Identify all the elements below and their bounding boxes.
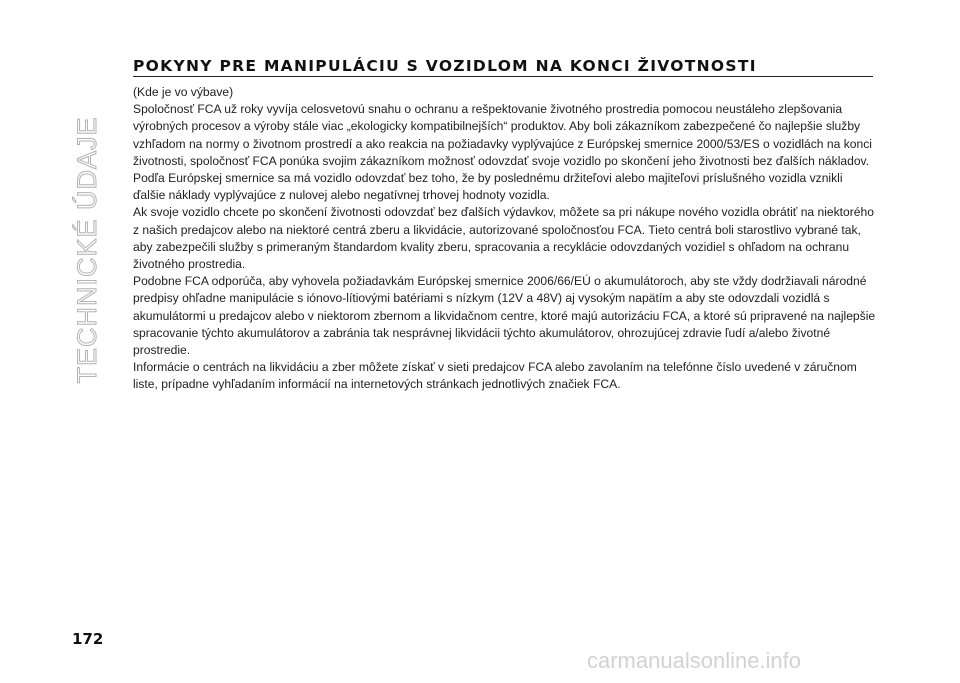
- paragraph-vehicle-return: Ak svoje vozidlo chcete po skončení životnosti odovzdať bez ďalších výdavkov, môžete sa pri nákupe nového vozidla obrátiť na niektorého z našich predajcov alebo na niektoré centrá zberu a likvidácie, autorizované spoločnosťou FCA. Tieto centrá boli starostlivo vybrané tak, aby zabezpečili služby s primeraným štandardom kvality zberu, spracovania a recyklácie odovzdaných vozidiel s ohľadom na ochranu životného prostredia.: [133, 205, 874, 272]
- section-side-tab: [72, 116, 112, 384]
- watermark: carmanualsonline.info: [587, 648, 802, 673]
- page-number: 172: [72, 630, 104, 648]
- title-divider: [133, 76, 873, 77]
- paragraph-battery-disposal: Podobne FCA odporúča, aby vyhovela požiadavkám Európskej smernice 2006/66/EÚ o akumulátoroch, aby ste vždy dodržiavali národné predpisy ohľadne manipulácie s iónovo-lítiovými batériami s nízkym (12V a 48V) aj vysokým napätím a aby ste odovzdali vozidlá s akumulátormi u predajcov alebo v niektorom zbernom a likvidačnom centre, ktoré majú autorizáciu FCA, a ktoré sú pripravené na najlepšie spracovanie týchto akumulátorov a zabránia tak nesprávnej likvidácii týchto akumulátorov, ohrozujúcej zdravie ľudí a/alebo životné prostredie.: [133, 274, 876, 358]
- paragraph-availability-note: (Kde je vo výbave): [133, 85, 234, 99]
- body-text: [133, 84, 878, 394]
- section-side-tab-label: TECHNICKÉ ÚDAJE: [72, 116, 102, 384]
- paragraph-information-contact: Informácie o centrách na likvidáciu a zber môžete získať v sieti predajcov FCA alebo zavolaním na telefónne číslo uvedené v záručnom liste, prípadne vyhľadaním informácií na internetových stránkach jednotlivých značiek FCA.: [133, 360, 857, 392]
- page-title: POKYNY PRE MANIPULÁCIU S VOZIDLOM NA KONCI ŽIVOTNOSTI: [133, 57, 757, 75]
- paragraph-environment-policy: Spoločnosť FCA už roky vyvíja celosvetovú snahu o ochranu a rešpektovanie životného prostredia pomocou neustáleho zlepšovania výrobných procesov a výroby stále viac „ekologicky kompatibilnejších“ produktov. Aby boli zákazníkom zabezpečené čo najlepšie služby vzhľadom na normy o životnom prostredí a ako reakcia na požiadavky vyplývajúce z Európskej smernice 2000/53/ES o vozidlách na konci životnosti, spoločnosť FCA ponúka svojim zákazníkom možnosť odovzdať svoje vozidlo po skončení jeho životnosti bez ďalších nákladov. Podľa Európskej smernice sa má vozidlo odovzdať bez toho, že by poslednému držiteľovi alebo majiteľovi príslušného vozidla vznikli ďalšie náklady vyplývajúce z nulovej alebo negatívnej trhovej hodnoty vozidla.: [133, 102, 872, 203]
